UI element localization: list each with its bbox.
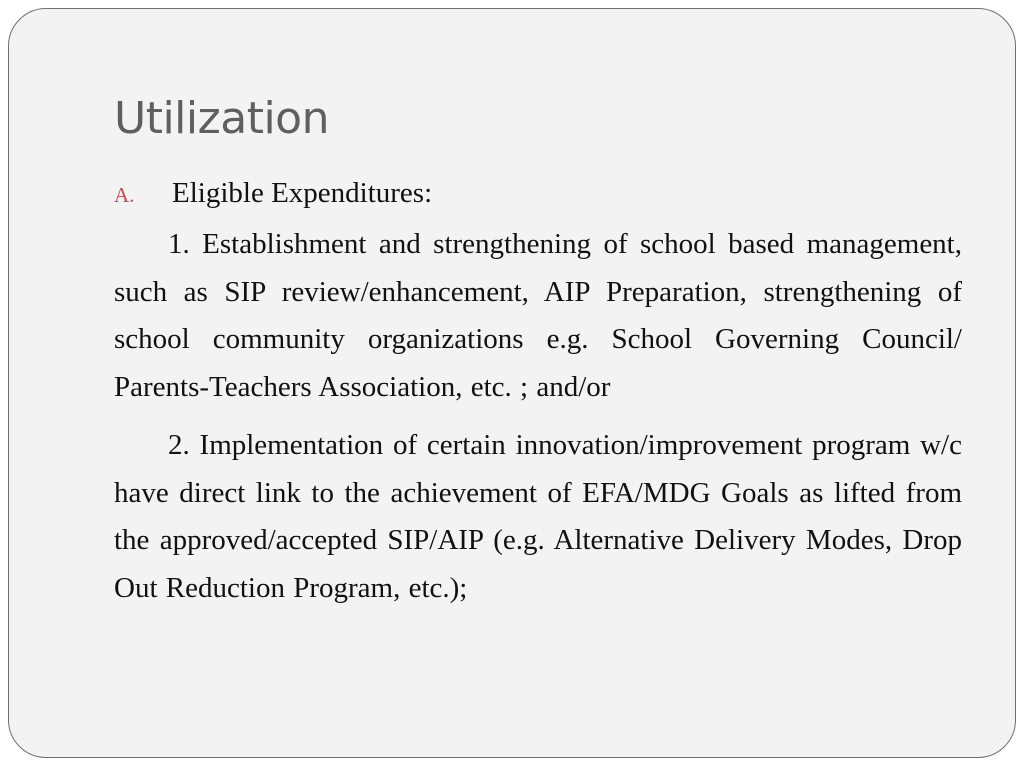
slide-frame (8, 8, 1016, 758)
list-marker: A. (114, 183, 135, 207)
slide-content (114, 173, 962, 612)
section-heading: Eligible Expenditures: (172, 177, 433, 209)
paragraph-item-1: 1. Establishment and strengthening of school based management, such as SIP review/enhancement, AIP Preparation, strengthening of school community organizations e.g. School Governing Council/ Parents-Teachers Association, etc. ; and/or (114, 228, 962, 403)
slide-title: Utilization (114, 93, 329, 144)
paragraph-item-2: 2. Implementation of certain innovation/improvement program w/c have direct link to the achievement of EFA/MDG Goals as lifted from the approved/accepted SIP/AIP (e.g. Alternative Delivery Modes, Drop Out Reduction Program, etc.); (114, 429, 962, 604)
list-item (114, 173, 962, 221)
